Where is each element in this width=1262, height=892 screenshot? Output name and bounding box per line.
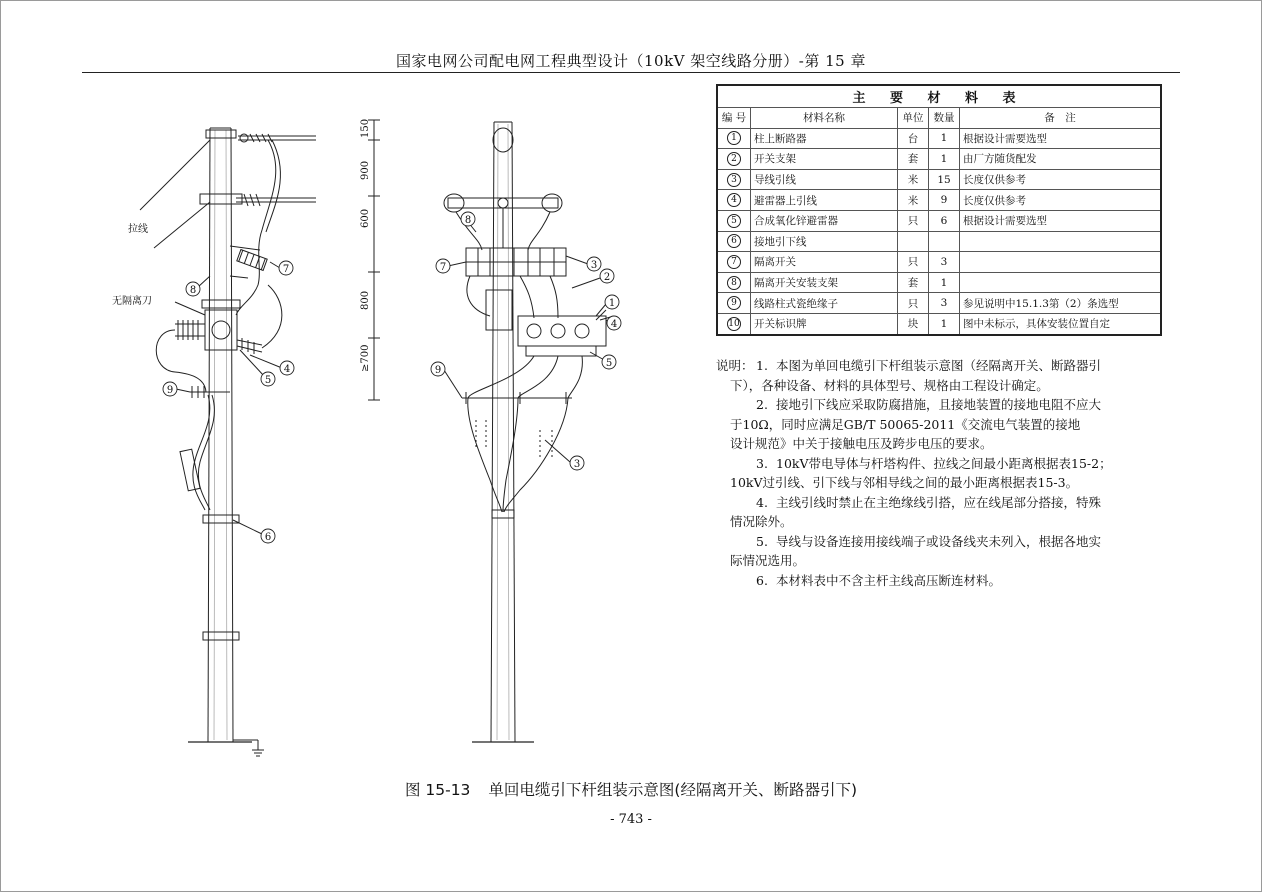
- callout-9-right: 9: [434, 365, 442, 376]
- callout-6-left: 6: [264, 532, 272, 543]
- note-line: [716, 571, 1156, 591]
- callout-2-right: 2: [603, 272, 611, 283]
- callout-4-right: 4: [610, 319, 618, 330]
- table-row: [717, 252, 1161, 273]
- note-line: [716, 395, 1156, 415]
- material-remark: 长度仅供参考: [960, 190, 1162, 211]
- table-row: [717, 210, 1161, 231]
- note-line: [716, 454, 1156, 474]
- note-text: 接地引下线应采取防腐措施，且接地装置的接地电阻不应大: [776, 397, 1102, 412]
- note-index: 5.: [756, 533, 768, 549]
- row-number-circle: 4: [727, 193, 741, 207]
- row-number: [717, 169, 751, 190]
- row-number-circle: 6: [727, 234, 741, 248]
- material-unit: 米: [898, 169, 929, 190]
- material-unit: [898, 231, 929, 252]
- header-name: 材料名称: [751, 108, 898, 129]
- table-row: [717, 293, 1161, 314]
- guy-wire-label: 拉线: [128, 224, 148, 235]
- figure-caption: [0, 778, 1262, 800]
- material-unit: 只: [898, 293, 929, 314]
- material-unit: 块: [898, 313, 929, 334]
- material-qty: 1: [929, 313, 960, 334]
- dimension-150: 150: [360, 118, 371, 138]
- callout-9-left: 9: [166, 385, 174, 396]
- dimension-800: 800: [360, 290, 371, 310]
- note-text: 下），各种设备、材料的具体型号、规格由工程设计确定。: [730, 377, 1049, 393]
- callout-5-right: 5: [605, 358, 613, 369]
- material-qty: 15: [929, 169, 960, 190]
- material-table-title: 主 要 材 料 表: [717, 85, 1161, 108]
- row-number-circle: 8: [727, 276, 741, 290]
- material-table: [716, 84, 1162, 336]
- material-remark: [960, 252, 1162, 273]
- table-row: [717, 190, 1161, 211]
- row-number: [717, 190, 751, 211]
- material-unit: 只: [898, 210, 929, 231]
- note-text: 导线与设备连接用接线端子或设备线夹未列入，根据各地实: [776, 533, 1102, 549]
- row-number: [717, 149, 751, 170]
- callout-5-left: 5: [264, 375, 272, 386]
- material-qty: 1: [929, 128, 960, 149]
- material-remark: 参见说明中15.1.3第（2）条选型: [960, 293, 1162, 314]
- dimension-600: 600: [360, 208, 371, 228]
- note-line: [716, 434, 1156, 454]
- material-name: 开关支架: [751, 149, 898, 170]
- callout-4-left: 4: [283, 364, 291, 375]
- header-unit: 单位: [898, 108, 929, 129]
- material-qty: 3: [929, 252, 960, 273]
- material-remark: 根据设计需要选型: [960, 128, 1162, 149]
- note-index: 1.: [756, 358, 768, 373]
- material-name: 隔离开关: [751, 252, 898, 273]
- material-remark: 图中未标示，具体安装位置自定: [960, 313, 1162, 334]
- row-number: [717, 252, 751, 273]
- dimension-700-min: ≥700: [360, 344, 371, 372]
- row-number: [717, 231, 751, 252]
- material-unit: 米: [898, 190, 929, 211]
- callout-8-left: 8: [189, 285, 197, 296]
- material-name: 柱上断路器: [751, 128, 898, 149]
- material-name: 开关标识牌: [751, 313, 898, 334]
- row-number: [717, 293, 751, 314]
- row-number-circle: 2: [727, 152, 741, 166]
- table-row: [717, 272, 1161, 293]
- callout-1-right: 1: [608, 298, 616, 309]
- note-text: 情况除外。: [730, 514, 793, 529]
- note-index: 3.: [756, 455, 768, 471]
- material-qty: 9: [929, 190, 960, 211]
- dimension-900: 900: [360, 160, 371, 180]
- table-row: [717, 169, 1161, 190]
- note-line: [716, 532, 1156, 552]
- material-name: 合成氧化锌避雷器: [751, 210, 898, 231]
- note-index: 6.: [756, 572, 768, 588]
- table-row: [717, 313, 1161, 334]
- row-number-circle: 5: [727, 214, 741, 228]
- table-row: [717, 128, 1161, 149]
- note-line: [716, 473, 1156, 493]
- row-number: [717, 128, 751, 149]
- note-index: 2.: [756, 397, 768, 412]
- header-remark: 备 注: [960, 108, 1162, 129]
- row-number: [717, 272, 751, 293]
- row-number-circle: 3: [727, 173, 741, 187]
- figure-number: 图 15-13: [404, 781, 471, 799]
- table-row: [717, 149, 1161, 170]
- note-line: [716, 376, 1156, 396]
- material-qty: 6: [929, 210, 960, 231]
- table-row: [717, 231, 1161, 252]
- material-unit: 套: [898, 149, 929, 170]
- material-name: 导线引线: [751, 169, 898, 190]
- material-remark: 长度仅供参考: [960, 169, 1162, 190]
- note-text: 本材料表中不含主杆主线高压断连材料。: [776, 572, 1002, 588]
- note-index: 4.: [756, 494, 768, 510]
- note-line: [716, 356, 1156, 376]
- note-text: 主线引线时禁止在主绝缘线引搭，应在线尾部分搭接，特殊: [776, 494, 1102, 510]
- note-text: 本图为单回电缆引下杆组装示意图（经隔离开关、断路器引: [776, 358, 1102, 373]
- material-unit: 只: [898, 252, 929, 273]
- notes-lead: 说明：: [716, 358, 754, 373]
- note-line: [716, 415, 1156, 435]
- left-pole: [140, 128, 316, 756]
- material-qty: 1: [929, 272, 960, 293]
- note-line: [716, 512, 1156, 532]
- material-name: 避雷器上引线: [751, 190, 898, 211]
- note-line: [716, 551, 1156, 571]
- material-name: 接地引下线: [751, 231, 898, 252]
- note-text: 际情况选用。: [730, 553, 806, 568]
- row-number: [717, 313, 751, 334]
- note-text: 10kV带电导体与杆塔构件、拉线之间最小距离根据表15-2；: [776, 455, 1112, 471]
- material-name: 线路柱式瓷绝缘子: [751, 293, 898, 314]
- material-unit: 台: [898, 128, 929, 149]
- material-qty: [929, 231, 960, 252]
- material-remark: 根据设计需要选型: [960, 210, 1162, 231]
- note-text: 于10Ω，同时应满足GB/T 50065-2011《交流电气装置的接地: [730, 416, 1081, 432]
- note-text: 10kV过引线、引下线与邻相导线之间的最小距离根据表15-3。: [730, 475, 1079, 490]
- material-name: 隔离开关安装支架: [751, 272, 898, 293]
- callout-3-right-top: 3: [590, 260, 598, 271]
- material-remark: [960, 231, 1162, 252]
- material-remark: [960, 272, 1162, 293]
- header-qty: 数量: [929, 108, 960, 129]
- material-qty: 1: [929, 149, 960, 170]
- callout-7-left: 7: [282, 264, 290, 275]
- page-number: - 743 -: [610, 812, 652, 827]
- row-number-circle: 7: [727, 255, 741, 269]
- row-number-circle: 10: [728, 318, 740, 329]
- material-table-header: [717, 108, 1161, 129]
- material-unit: 套: [898, 272, 929, 293]
- no-isolator-label: 无隔离刀: [112, 296, 152, 307]
- header-no: 编 号: [717, 108, 751, 129]
- row-number: [717, 210, 751, 231]
- design-notes: [716, 356, 1156, 590]
- row-number-circle: 9: [727, 296, 741, 310]
- material-qty: 3: [929, 293, 960, 314]
- note-text: 设计规范》中关于接触电压及跨步电压的要求。: [730, 436, 993, 451]
- page-header-title: 国家电网公司配电网工程典型设计（10kV 架空线路分册）-第 15 章: [396, 52, 866, 70]
- callout-3-right-bottom: 3: [573, 459, 581, 470]
- note-line: [716, 493, 1156, 513]
- material-remark: 由厂方随货配发: [960, 149, 1162, 170]
- row-number-circle: 1: [727, 131, 741, 145]
- callout-8-right: 8: [464, 215, 472, 226]
- callout-7-right: 7: [439, 262, 447, 273]
- figure-title: 单回电缆引下杆组装示意图(经隔离开关、断路器引下): [488, 781, 858, 799]
